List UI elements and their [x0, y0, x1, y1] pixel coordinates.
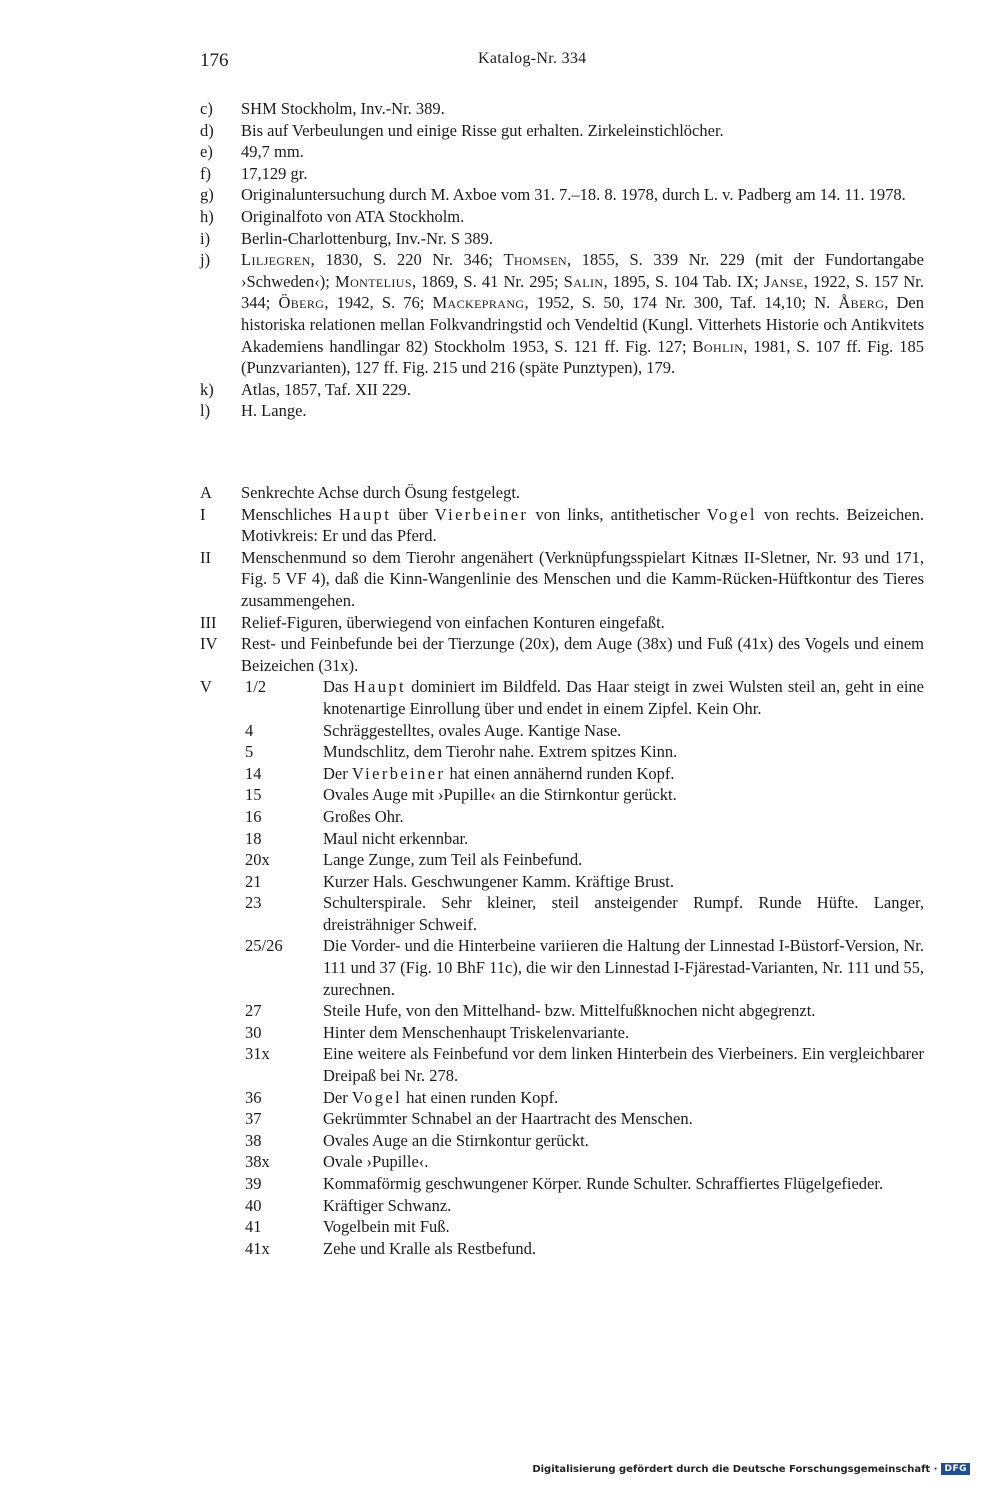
- description-sections: [200, 482, 924, 1259]
- citation-text: , Den historiska relationen mellan Folkvandringstid och Vendeltid (Kungl. Vitterhets Historie och Antikvitets Akademiens handlingar 82) Stockholm 1953, S. 121 ff. Fig. 127;: [241, 293, 925, 356]
- feature-number: 1/2: [245, 677, 267, 697]
- feature-description: [323, 1022, 924, 1044]
- citation-text: , 1830, S. 220 Nr. 346;: [310, 250, 504, 270]
- ref-entry: [200, 120, 924, 142]
- text-run: Vogelbein mit Fuß.: [323, 1217, 450, 1237]
- section-v-list: [200, 676, 924, 1259]
- section-text: Relief-Figuren, überwiegend von einfachen Konturen eingefaßt.: [241, 612, 665, 632]
- citation-text: , 1981, S. 107 ff. Fig. 185 (Punzvarianten), 127 ff. Fig. 215 und 216 (späte Punztypen), 179.: [241, 336, 924, 378]
- feature-number: 4: [245, 720, 254, 740]
- feature-number: 41x: [245, 1238, 270, 1258]
- feature-description: [323, 763, 924, 785]
- ref-entry: [200, 163, 924, 185]
- section-v-item: [200, 1108, 924, 1130]
- section-label: IV: [200, 634, 218, 654]
- section-i: [200, 504, 924, 547]
- section-v-item: [200, 935, 924, 1000]
- author-name: Montelius: [335, 271, 412, 291]
- section-label: V: [200, 677, 212, 697]
- text-run: über: [391, 504, 435, 524]
- feature-description: [323, 806, 924, 828]
- ref-text: Atlas, 1857, Taf. XII 229.: [241, 379, 411, 399]
- feature-number: 25/26: [245, 936, 283, 956]
- ref-entry: [200, 184, 924, 206]
- section-ii: [200, 547, 924, 612]
- text-run: dominiert im Bildfeld. Das Haar steigt in zwei Wulsten steil an, geht in eine knotenartige Einrollung über und endet in einem Zipfel. Kein Ohr.: [323, 677, 924, 718]
- section-v-item: [200, 892, 924, 935]
- feature-description: [323, 935, 924, 1000]
- ref-label: i): [200, 228, 211, 248]
- section-v-item: [200, 1043, 924, 1086]
- ref-entry-literature: [200, 249, 924, 379]
- reference-list: [200, 98, 924, 422]
- section-v-item: [200, 1000, 924, 1022]
- section-label: II: [200, 547, 211, 567]
- section-v-item: [200, 720, 924, 742]
- section-v-item: [200, 1195, 924, 1217]
- author-name: Liljegren: [241, 250, 311, 270]
- text-run: Kommaförmig geschwungener Körper. Runde Schulter. Schraffiertes Flügelgefieder.: [323, 1174, 884, 1193]
- author-name: Thomsen: [503, 250, 568, 270]
- ref-label: l): [200, 401, 211, 421]
- text-run: Mundschlitz, dem Tierohr nahe. Extrem spitzes Kinn.: [323, 742, 678, 762]
- section-v-item: [200, 849, 924, 871]
- feature-description: [323, 1043, 924, 1086]
- section-v-item: [200, 741, 924, 763]
- text-run: hat einen runden Kopf.: [402, 1087, 559, 1107]
- section-v-item: [200, 871, 924, 893]
- section-a: [200, 482, 924, 504]
- feature-number: 30: [245, 1022, 262, 1042]
- feature-number: 16: [245, 806, 262, 826]
- page-header: [200, 50, 922, 76]
- citation-text: , 1942, S. 76;: [324, 293, 433, 313]
- ref-entry: [200, 379, 924, 401]
- feature-description: [323, 871, 924, 893]
- spaced-term: Vierbeiner: [434, 504, 529, 524]
- ref-text: Originaluntersuchung durch M. Axboe vom 31. 7.–18. 8. 1978, durch L. v. Padberg am 14. 11. 1978.: [241, 185, 906, 205]
- feature-number: 41: [245, 1217, 262, 1237]
- feature-description: [323, 1087, 924, 1109]
- feature-description: [323, 1108, 924, 1130]
- feature-number: 23: [245, 893, 262, 913]
- feature-number: 27: [245, 1001, 262, 1021]
- feature-number: 18: [245, 828, 262, 848]
- section-iv: [200, 633, 924, 676]
- section-label: III: [200, 612, 217, 632]
- author-name: Åberg: [838, 293, 885, 313]
- feature-description: [323, 676, 924, 719]
- ref-label: j): [200, 250, 211, 270]
- ref-label: c): [200, 99, 213, 118]
- feature-number: 15: [245, 785, 262, 805]
- ref-text: 17,129 gr.: [241, 163, 308, 183]
- section-label: A: [200, 483, 212, 502]
- ref-label: h): [200, 206, 214, 226]
- feature-description: [323, 1151, 924, 1173]
- text-run: Ovales Auge an die Stirnkontur gerückt.: [323, 1130, 589, 1150]
- feature-number: 36: [245, 1087, 262, 1107]
- section-label: I: [200, 504, 206, 524]
- author-name: Mackeprang: [432, 293, 525, 313]
- section-v-item: [200, 784, 924, 806]
- text-run: Schulterspirale. Sehr kleiner, steil ansteigender Rumpf. Runde Hüfte. Langer, dreisträhniger Schweif.: [323, 893, 924, 934]
- ref-text: Originalfoto von ATA Stockholm.: [241, 206, 465, 226]
- text-run: von links, antithetischer: [528, 504, 707, 524]
- text-run: Hinter dem Menschenhaupt Triskelenvariante.: [323, 1022, 630, 1042]
- author-name: Salin: [563, 271, 604, 291]
- spaced-term: Vogel: [706, 504, 757, 524]
- spaced-term: Haupt: [353, 677, 407, 697]
- text-run: Der: [323, 763, 352, 783]
- section-v-item: [200, 1238, 924, 1260]
- ref-text: H. Lange.: [241, 401, 307, 421]
- feature-description: [323, 1195, 924, 1217]
- ref-label: g): [200, 185, 214, 205]
- text-run: Zehe und Kralle als Restbefund.: [323, 1238, 537, 1258]
- ref-text: Berlin-Charlottenburg, Inv.-Nr. S 389.: [241, 228, 494, 248]
- section-text: Rest- und Feinbefunde bei der Tierzunge (20x), dem Auge (38x) und Fuß (41x) des Vogels und einem Beizeichen (31x).: [241, 634, 924, 675]
- section-iii: [200, 612, 924, 634]
- feature-description: [323, 1238, 924, 1260]
- ref-entry: [200, 228, 924, 250]
- page-number: 176: [200, 50, 229, 71]
- section-v-item: [200, 1216, 924, 1238]
- text-run: Gekrümmter Schnabel an der Haartracht des Menschen.: [323, 1109, 693, 1129]
- ref-text: SHM Stockholm, Inv.-Nr. 389.: [241, 99, 445, 118]
- author-name: Bohlin: [692, 336, 744, 356]
- text-run: Steile Hufe, von den Mittelhand- bzw. Mittelfußknochen nicht abgegrenzt.: [323, 1001, 816, 1021]
- feature-description: [323, 849, 924, 871]
- feature-number: 20x: [245, 850, 270, 870]
- feature-number: 31x: [245, 1044, 270, 1064]
- feature-description: [323, 720, 924, 742]
- text-run: Großes Ohr.: [323, 806, 404, 826]
- author-name: Janse: [763, 271, 804, 291]
- text-run: von rechts. Beizeichen. Motivkreis: Er und das Pferd.: [241, 504, 924, 546]
- spaced-term: Haupt: [338, 504, 392, 524]
- ref-text: 49,7 mm.: [241, 142, 304, 162]
- section-text: Senkrechte Achse durch Ösung festgelegt.: [241, 483, 521, 502]
- footer-text: Digitalisierung gefördert durch die Deutsche Forschungsgemeinschaft ·: [532, 1463, 938, 1475]
- feature-number: 5: [245, 742, 254, 762]
- text-run: Maul nicht erkennbar.: [323, 828, 469, 848]
- dfg-logo: DFG: [941, 1463, 970, 1475]
- citation-text: , 1895, S. 104 Tab. IX;: [603, 271, 764, 291]
- feature-description: [323, 784, 924, 806]
- text-run: Menschliches: [241, 504, 339, 524]
- ref-label: d): [200, 120, 214, 140]
- citation-text: , 1869, S. 41 Nr. 295;: [411, 271, 564, 291]
- citation-text: , 1952, S. 50, 174 Nr. 300, Taf. 14,10; N.: [524, 293, 839, 313]
- author-name: Öberg: [278, 293, 325, 313]
- feature-description: [323, 1216, 924, 1238]
- feature-number: 40: [245, 1195, 262, 1215]
- ref-entry: [200, 206, 924, 228]
- section-v-item: [200, 1151, 924, 1173]
- feature-description: [323, 1130, 924, 1152]
- section-v-item: [200, 1173, 924, 1195]
- ref-entry: [200, 98, 924, 120]
- feature-number: 38: [245, 1130, 262, 1150]
- running-head: Katalog-Nr. 334: [478, 50, 587, 67]
- feature-description: [323, 741, 924, 763]
- text-run: Lange Zunge, zum Teil als Feinbefund.: [323, 850, 583, 870]
- ref-entry: [200, 400, 924, 422]
- ref-label: e): [200, 142, 213, 162]
- feature-description: [323, 1000, 924, 1022]
- ref-entry: [200, 141, 924, 163]
- text-run: Schräggestelltes, ovales Auge. Kantige Nase.: [323, 720, 622, 740]
- text-run: Kräftiger Schwanz.: [323, 1195, 452, 1215]
- feature-number: 21: [245, 871, 262, 891]
- feature-number: 14: [245, 763, 262, 783]
- text-run: Ovale ›Pupille‹.: [323, 1152, 429, 1172]
- section-v-item: [200, 676, 924, 719]
- citation-text: , 1855, S. 339 Nr. 229 (mit der Fundortangabe ›Schweden‹);: [241, 250, 924, 291]
- section-v-item: [200, 1087, 924, 1109]
- section-v-item: [200, 1130, 924, 1152]
- citation-text: , 1922, S. 157 Nr. 344;: [241, 271, 924, 313]
- digitization-footer: [532, 1463, 970, 1475]
- ref-label: f): [200, 163, 211, 183]
- feature-number: 37: [245, 1109, 262, 1129]
- literature-text: [241, 249, 924, 379]
- text-run: Eine weitere als Feinbefund vor dem linken Hinterbein des Vierbeiners. Ein vergleichbarer Dreipaß bei Nr. 278.: [323, 1044, 924, 1086]
- text-run: Ovales Auge mit ›Pupille‹ an die Stirnkontur gerückt.: [323, 785, 677, 805]
- text-run: Das: [323, 677, 354, 697]
- section-text: Menschenmund so dem Tierohr angenähert (Verknüpfungsspielart Kitnæs II-Sletner, Nr. 93 und 171, Fig. 5 VF 4), daß die Kinn-Wangenlinie des Menschen und die Kamm-Rücken-Hüftkontur des Tieres zusammengehen.: [241, 547, 924, 610]
- spaced-term: Vierbeiner: [351, 763, 446, 783]
- ref-label: k): [200, 379, 214, 399]
- text-run: hat einen annähernd runden Kopf.: [445, 763, 675, 783]
- feature-description: [323, 1173, 924, 1195]
- section-v-item: [200, 828, 924, 850]
- feature-number: 38x: [245, 1152, 270, 1172]
- section-v-item: [200, 1022, 924, 1044]
- section-v-item: [200, 806, 924, 828]
- text-run: Der: [323, 1087, 352, 1107]
- text-run: Die Vorder- und die Hinterbeine variieren die Haltung der Linnestad I-Büstorf-Version, Nr. 111 und 37 (Fig. 10 BhF 11c), die wir den Linnestad I-Fjärestad-Varianten, Nr. 111 und 55, zurechnen.: [323, 936, 924, 999]
- feature-description: [323, 892, 924, 935]
- ref-text: Bis auf Verbeulungen und einige Risse gut erhalten. Zirkeleinstichlöcher.: [241, 120, 724, 140]
- feature-number: 39: [245, 1174, 262, 1193]
- feature-description: [323, 828, 924, 850]
- text-run: Kurzer Hals. Geschwungener Kamm. Kräftige Brust.: [323, 871, 674, 891]
- section-text: [241, 504, 924, 547]
- section-v-item: [200, 763, 924, 785]
- spaced-term: Vogel: [351, 1087, 403, 1107]
